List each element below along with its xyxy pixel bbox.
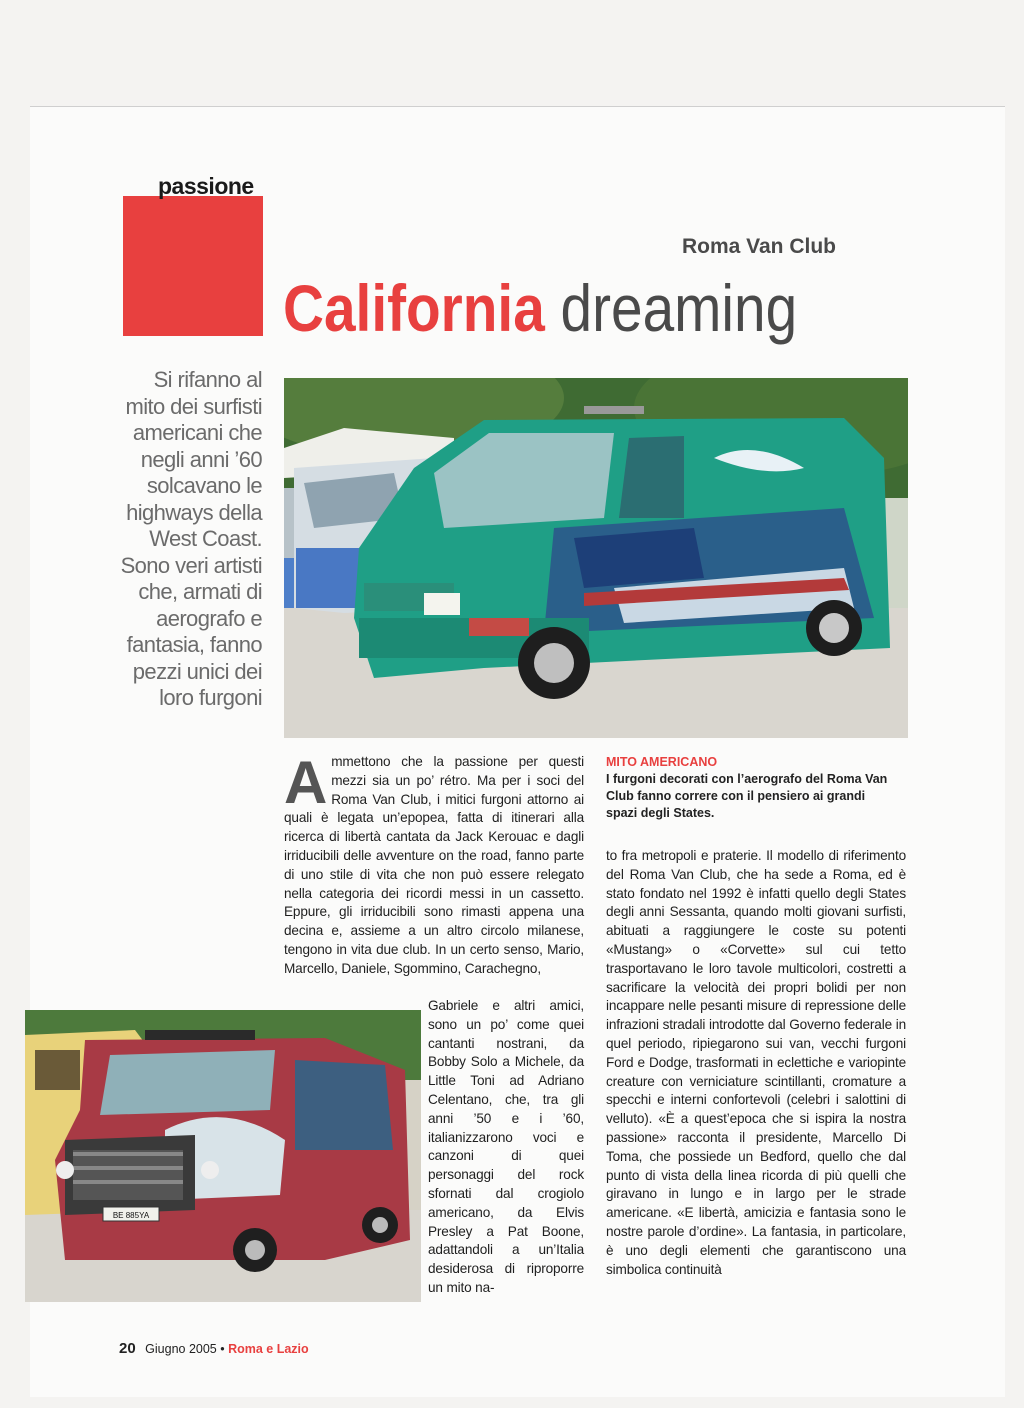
green-van-image — [284, 378, 908, 738]
photo-caption — [606, 754, 896, 822]
photo-green-van — [284, 378, 908, 738]
caption-text: I furgoni decorati con l’aerografo del Roma Van Club fanno correre con il pensiero ai grandi spazi degli States. — [606, 772, 888, 820]
publication-name: Roma e Lazio — [228, 1342, 309, 1356]
article-column-2: to fra metropoli e praterie. Il modello di riferimento del Roma Van Club, che ha sede a Roma, ed è stato fondato nel 1992 è infatti quello degli States degli anni Sessanta, quando molti giovani surfisti, abituati a raggiungere le coste su potenti «Mustang» o «Corvette» sul cui tetto trasportavano le loro tavole multicolori, costretti a sacrificare la velocità dei propri bolidi per non incappare nelle pesanti misure di repressione delle infrazioni stradali introdotte dal Governo federale in quel periodo, ripiegarono sui van, vecchi furgoni Ford e Dodge, trasformati in eclettiche e variopinte creature con verniciature scintillanti, cromature a specchi e interni confortevoli (celebri i salottini di velluto). «È a quest’epoca che si ispira la nostra passione» racconta il presidente, Marcello Di Toma, che possiede un Bedford, quello che dal punto di vista della linea ricorda di più quelli che giravano in lungo e in largo per le strade americane. «E libertà, amicizia e fantasia sono le nostre parole d’ordine». La fantasia, in particolare, è uno degli elementi che garantiscono una simbolica continuità — [606, 848, 906, 1277]
article-column-1-narrow: Gabriele e altri amici, sono un po’ come quei cantanti nostrani, da Bobby Solo a Michele, da Little Toni ad Adriano Celentano, che, tra gli anni ’50 e i ’60, italianizzarono voci e canzoni di quei personaggi del rock sfornati dal crogiolo americano, da Elvis Presley a Pat Boone, adattandoli a un’Italia desiderosa di riproporre un mito na- — [428, 998, 584, 1295]
drop-cap: A — [284, 749, 328, 816]
issue-date: Giugno 2005 • — [145, 1342, 225, 1356]
headline-grey-word: dreaming — [560, 271, 798, 345]
caption-title: MITO AMERICANO — [606, 755, 718, 769]
standfirst: Si rifanno al mito dei surfisti americani che negli anni ’60 solcavano le highways della West Coast. Sono veri artisti che, armati di aerografo e fantasia, fanno pezzi unici dei loro furgoni — [120, 367, 262, 710]
headline-red-word: California — [283, 271, 545, 345]
red-van-image — [25, 1010, 421, 1302]
article-column-1 — [284, 749, 584, 979]
photo-red-van — [25, 1010, 421, 1302]
license-plate-text: BE 885YA — [112, 1211, 150, 1220]
section-tag: passione — [158, 173, 254, 199]
section-color-block — [123, 196, 263, 336]
article-col1-text: mmettono che la passione per questi mezzi sia un po’ rétro. Ma per i soci del Roma Van Club, i mitici furgoni attorno ai quali è legata un’epopea, fatta di itinerari alla ricerca di libertà cantata da Jack Kerouac e dagli irriducibili delle avventure on the road, fanno parte di uno stile di vita che non può essere relegato nella categoria dei ricordi messi in un cassetto. Eppure, gli irriducibili sono rimasti appena una decina e, assieme a un altro circolo milanese, tengono in vita due club. In un certo senso, Mario, Marcello, Daniele, Sgommino, Carachegno, — [284, 754, 584, 976]
page-number: 20 — [119, 1340, 136, 1357]
page-footer — [119, 1340, 309, 1357]
club-name: Roma Van Club — [681, 235, 836, 258]
article-headline — [283, 268, 797, 348]
